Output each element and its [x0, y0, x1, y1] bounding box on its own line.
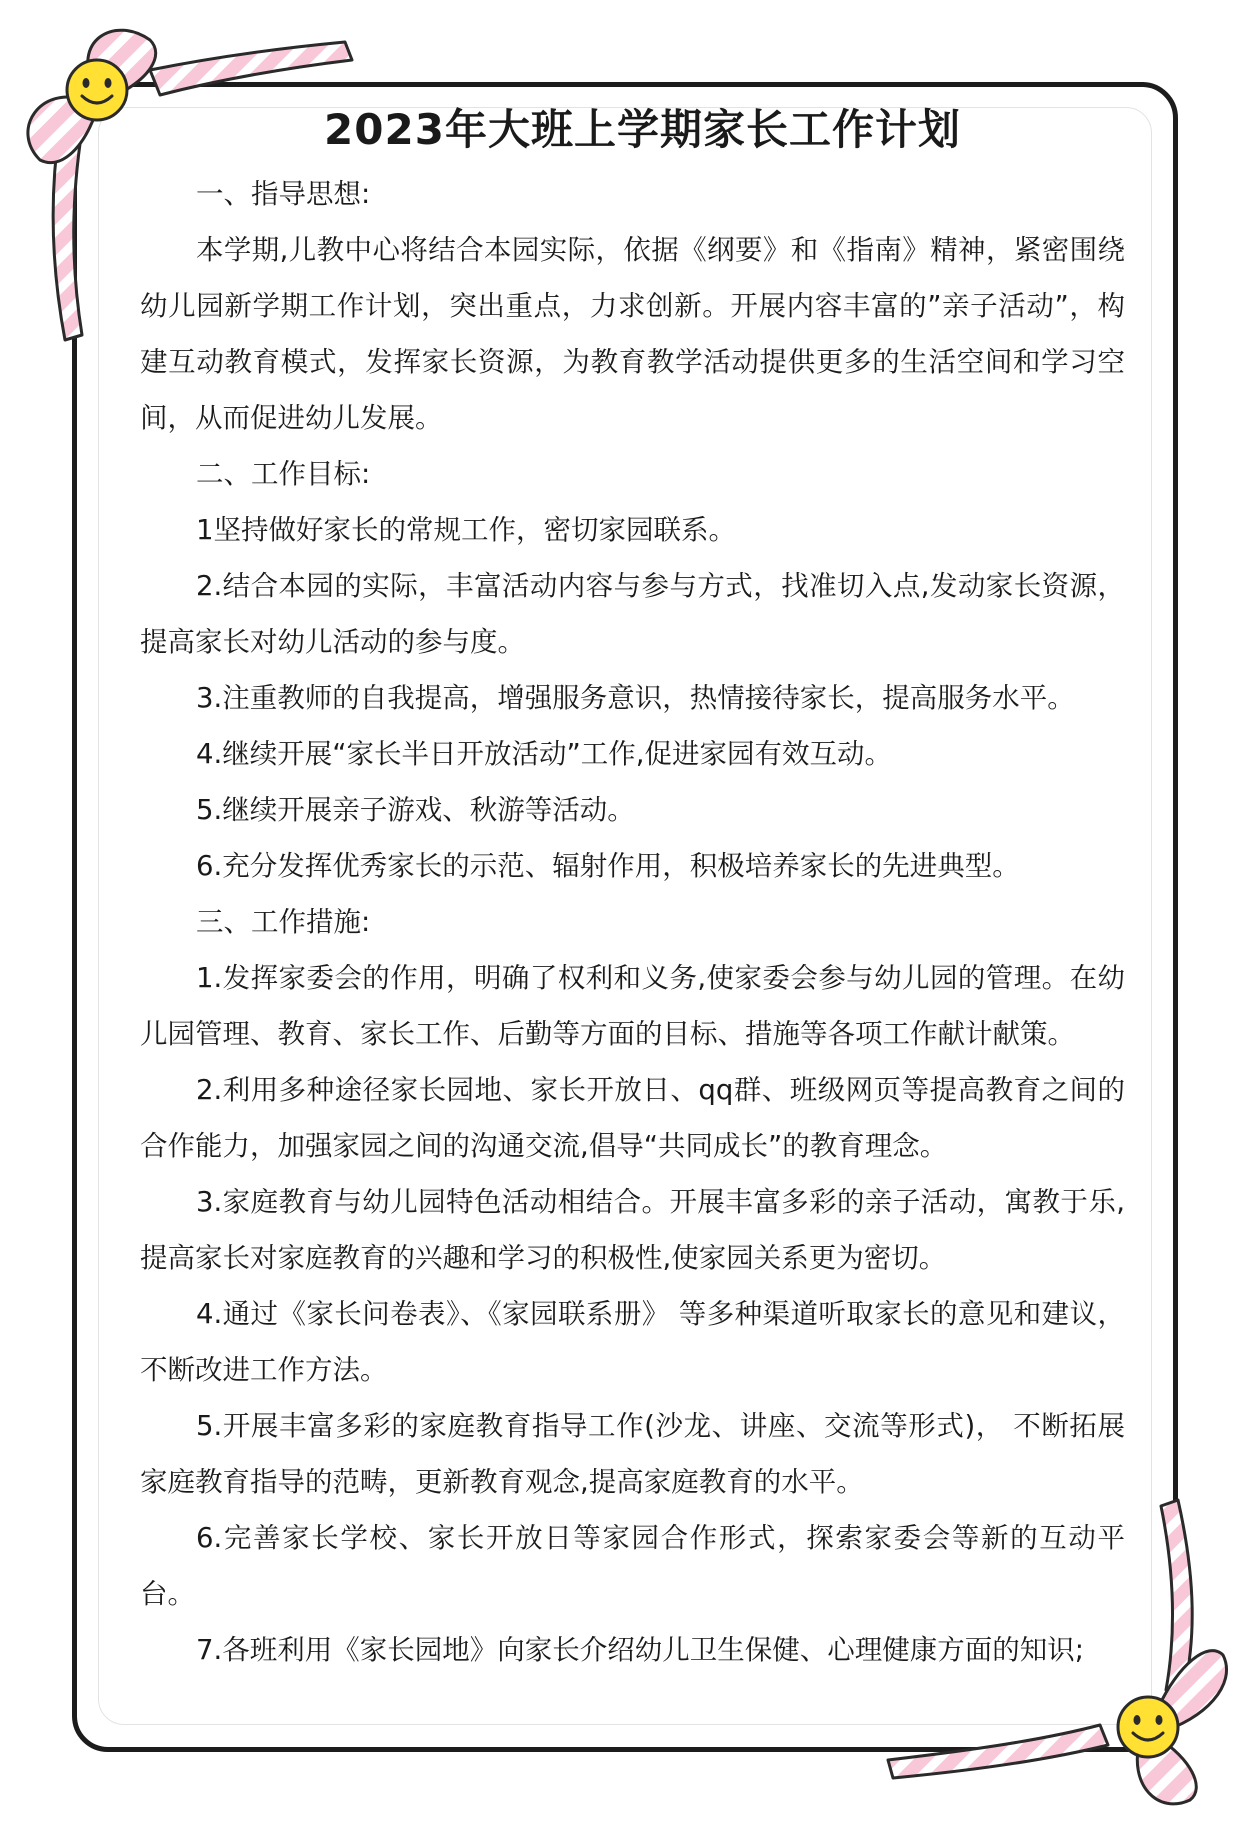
- goal-item: 4.继续开展“家长半日开放活动”工作,促进家园有效互动。: [196, 738, 892, 770]
- measure-item: 3.家庭教育与幼儿园特色活动相结合。开展丰富多彩的亲子活动，寓教于乐,提高家长对家庭教育的兴趣和学习的积极性,使家园关系更为密切。: [140, 1186, 1125, 1274]
- measure-item: 2.利用多种途径家长园地、家长开放日、qq群、班级网页等提高教育之间的合作能力，加强家园之间的沟通交流,倡导“共同成长”的教育理念。: [140, 1074, 1125, 1162]
- measure-item: 4.通过《家长问卷表》、《家园联系册》 等多种渠道听取家长的意见和建议，不断改进工作方法。: [140, 1298, 1125, 1386]
- goal-item: 3.注重教师的自我提高，增强服务意识，热情接待家长，提高服务水平。: [196, 682, 1075, 714]
- paragraph: 本学期,儿教中心将结合本园实际，依据《纲要》和《指南》精神，紧密围绕幼儿园新学期工作计划，突出重点，力求创新。开展内容丰富的”亲子活动”，构建互动教育模式，发挥家长资源，为教育教学活动提供更多的生活空间和学习空间，从而促进幼儿发展。: [140, 234, 1125, 434]
- measure-item: 7.各班利用《家长园地》向家长介绍幼儿卫生保健、心理健康方面的知识;: [196, 1634, 1085, 1666]
- measure-item: 5.开展丰富多彩的家庭教育指导工作(沙龙、讲座、交流等形式)， 不断拓展家庭教育指导的范畴，更新教育观念,提高家庭教育的水平。: [140, 1410, 1125, 1498]
- heading-work-goals: 二、工作目标:: [196, 458, 371, 490]
- document-title: 2023年大班上学期家长工作计划: [324, 105, 961, 154]
- goal-item: 1坚持做好家长的常规工作，密切家园联系。: [196, 514, 736, 546]
- goal-item: 6.充分发挥优秀家长的示范、辐射作用，积极培养家长的先进典型。: [196, 850, 1020, 882]
- measure-item: 6.完善家长学校、家长开放日等家园合作形式，探索家委会等新的互动平台。: [140, 1522, 1125, 1610]
- measure-item: 1.发挥家委会的作用，明确了权利和义务,使家委会参与幼儿园的管理。在幼儿园管理、教育、家长工作、后勤等方面的目标、措施等各项工作献计献策。: [140, 962, 1125, 1050]
- heading-work-measures: 三、工作措施:: [196, 906, 371, 938]
- bow-with-smiley-icon: [878, 1440, 1258, 1830]
- goal-item: 2.结合本园的实际，丰富活动内容与参与方式，找准切入点,发动家长资源，提高家长对幼儿活动的参与度。: [140, 570, 1125, 658]
- bow-with-smiley-icon: [0, 0, 380, 380]
- heading-guiding-ideology: 一、指导思想:: [196, 178, 371, 210]
- goal-item: 5.继续开展亲子游戏、秋游等活动。: [196, 794, 635, 826]
